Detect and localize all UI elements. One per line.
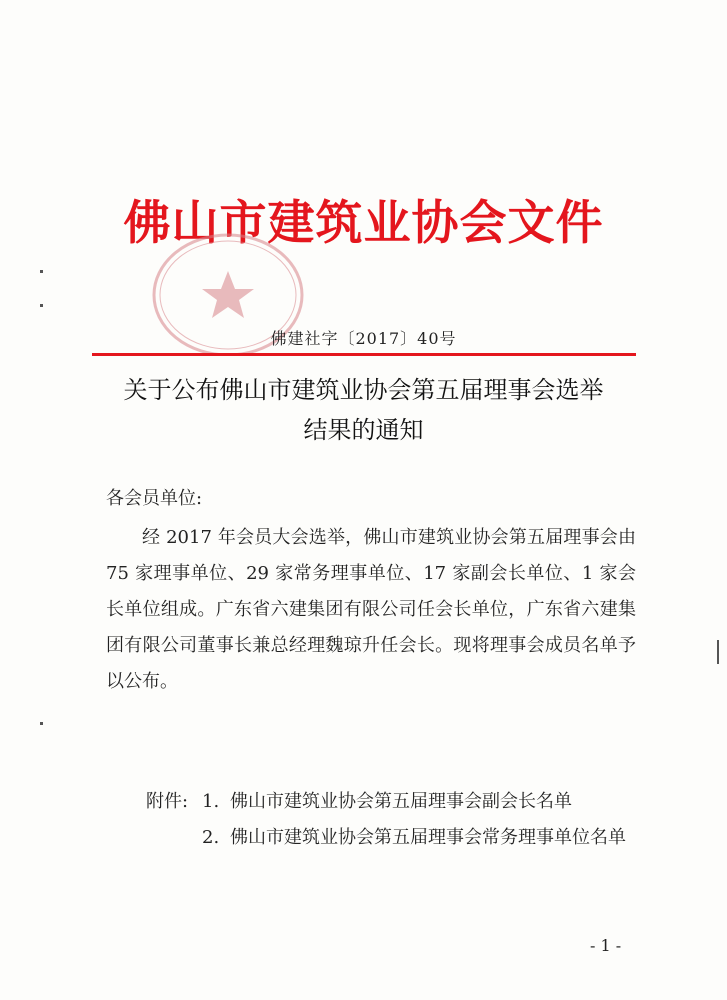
red-divider xyxy=(92,353,636,356)
attachment-item xyxy=(146,820,646,856)
attachment-text: 佛山市建筑业协会第五届理事会常务理事单位名单 xyxy=(230,827,626,848)
binding-mark xyxy=(40,722,43,725)
document-number: 佛建社字〔2017〕40号 xyxy=(270,329,457,348)
attachment-label: 附件: xyxy=(146,791,189,812)
attachment-number: 1. xyxy=(202,791,220,812)
binding-mark xyxy=(40,304,43,307)
binding-mark xyxy=(40,270,43,273)
page-number: - 1 - xyxy=(590,936,622,955)
attachment-number: 2. xyxy=(202,827,220,848)
edge-mark xyxy=(717,640,719,664)
attachment-item xyxy=(146,784,646,820)
body-paragraph: 经 2017 年会员大会选举，佛山市建筑业协会第五届理事会由 75 家理事单位、29 家常务理事单位、17 家副会长单位、1 家会长单位组成。广东省六建集团有限公司任会长单位，广东省六建集团有限公司董事长兼总经理魏琼升任会长。现将理事会成员名单予以公布。 xyxy=(106,527,636,692)
title-line-2: 结果的通知 xyxy=(303,416,424,444)
attachment-text: 佛山市建筑业协会第五届理事会副会长名单 xyxy=(230,791,572,812)
salutation: 各会员单位: xyxy=(106,488,203,509)
attachment-list xyxy=(146,784,646,856)
document-title xyxy=(60,370,667,450)
letterhead-title: 佛山市建筑业协会文件 xyxy=(123,196,604,251)
title-line-1: 关于公布佛山市建筑业协会第五届理事会选举 xyxy=(123,376,604,404)
